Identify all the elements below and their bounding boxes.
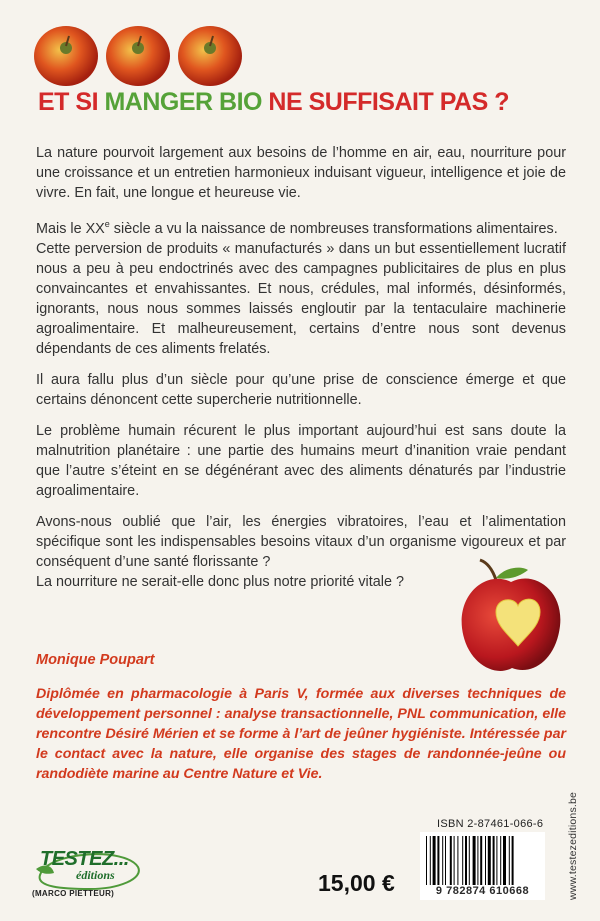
paragraph-4: Le problème humain récurent le plus important aujourd’hui est sans doute la malnutrition planétaire : une partie des humains meurt d’inanition vraie pendant que l’autre s’éteint en se dégénérant avec des aliments dénaturés par l’industrie agroalimentaire.	[36, 422, 566, 499]
apple-icon	[178, 26, 242, 86]
apple-icon	[34, 26, 98, 86]
title-green-part: MANGER BIO	[104, 88, 262, 116]
heart-apple-image	[456, 556, 566, 678]
logo-editions: éditions	[76, 868, 115, 882]
author-bio: Diplômée en pharmacologie à Paris V, formée aux diverses techniques de développement personnel : analyse transactionnelle, PNL communication, elle rencontre Désiré Mérien et se forme à l’art de jeûner hygiéniste. Intéressée par le contact avec la nature, elle organise des stages de randonnée-jeûne ou randodiète marine au Centre Nature et Vie.	[36, 686, 566, 782]
paragraph-2b: Cette perversion de produits « manufacturés » dans un but essentiellement lucratif nous a peu à peu endoctrinés avec des campagnes publicitaires de plus en plus convaincantes et envahissantes. Et nous, crédules, mal informés, désinformés, ignorants, nous nous sommes laissés engloutir par la tentaculaire machinerie agroalimentaire. Et malheureusement, certains d’entre nous sont devenus dépendants de ces aliments frelatés.	[36, 240, 566, 357]
barcode-digits: 9 782874 610668	[420, 885, 545, 897]
paragraph-1: La nature pourvoit largement aux besoins de l’homme en air, eau, nourriture pour une croissance et un entretien harmonieux induisant vigueur, intelligence et joie de vivre. En fait, une longue et heureuse vie.	[36, 145, 566, 201]
page-title	[38, 88, 598, 117]
apple-icon	[106, 26, 170, 86]
back-cover-text	[36, 143, 566, 603]
century-superscript: e	[104, 219, 110, 229]
paragraph-2a-end: siècle a vu la naissance de nombreuses transformations alimentaires.	[109, 220, 558, 237]
paragraph-2a-start: Mais le XX	[36, 220, 105, 237]
logo-name: TESTEZ...	[40, 848, 129, 870]
website-url: www.testezeditions.be	[567, 791, 579, 900]
paragraph-5b: La nourriture ne serait-elle donc plus notre priorité vitale ?	[36, 573, 404, 590]
price: 15,00 €	[318, 870, 395, 896]
logo-publisher-name: (MARCO PIETTEUR)	[32, 889, 115, 898]
author-name: Monique Poupart	[36, 652, 155, 668]
paragraph-3: Il aura fallu plus d’un siècle pour qu’une prise de conscience émerge et que certains dénoncent cette supercherie nutritionnelle.	[36, 371, 566, 408]
paragraph-2a	[36, 214, 566, 239]
apples-illustration	[30, 18, 250, 88]
title-part-1: ET SI	[38, 88, 105, 116]
title-part-2: NE SUFFISAIT PAS ?	[261, 88, 509, 116]
isbn: ISBN 2-87461-066-6	[437, 818, 544, 830]
paragraph-5a: Avons-nous oublié que l’air, les énergies vibratoires, l’eau et l’alimentation spécifique sont les indispensables besoins vitaux d’un organisme vigoureux et par conséquent d’une santé florissante ?	[36, 513, 566, 570]
